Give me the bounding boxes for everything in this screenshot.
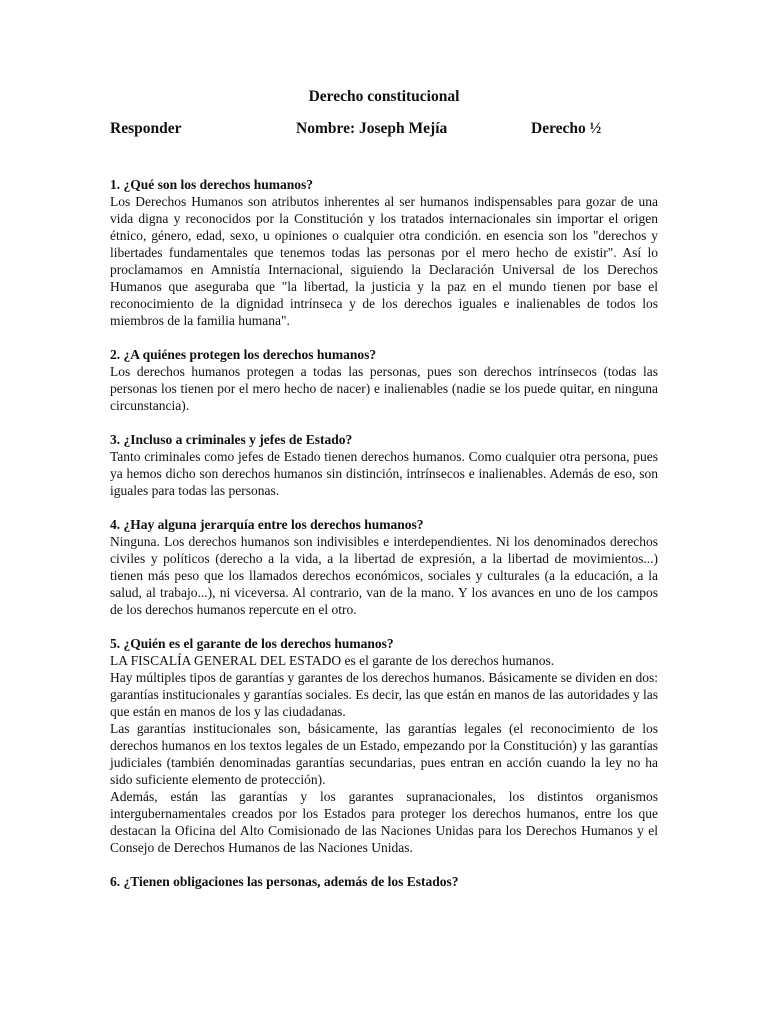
header-course: Derecho ½ [531, 120, 602, 137]
question-section-1 [110, 176, 658, 329]
question-heading: 4. ¿Hay alguna jerarquía entre los derechos humanos? [110, 517, 424, 532]
question-heading: 2. ¿A quiénes protegen los derechos humanos? [110, 347, 377, 362]
answer-paragraph: Además, están las garantías y los garantes supranacionales, los distintos organismos intergubernamentales creados por los Estados para proteger los derechos humanos, entre los que destacan la Oficina del Alto Comisionado de las Naciones Unidas para los Derechos Humanos y el Consejo de Derechos Humanos de las Naciones Unidas. [110, 789, 658, 855]
answer-paragraph: Las garantías institucionales son, básicamente, las garantías legales (el reconocimiento de los derechos humanos en los textos legales de un Estado, empezando por la Constitución) y las garantías judiciales (también denominadas garantías secundarias, pues entran en acción cuando la ley no ha sido suficiente elemento de protección). [110, 721, 658, 787]
answer-paragraph: LA FISCALÍA GENERAL DEL ESTADO es el garante de los derechos humanos. [110, 653, 555, 668]
header-respond-label: Responder [110, 120, 182, 137]
question-heading: 5. ¿Quién es el garante de los derechos humanos? [110, 636, 394, 651]
question-section-3 [110, 431, 658, 499]
question-section-2 [110, 346, 658, 414]
question-heading: 1. ¿Qué son los derechos humanos? [110, 177, 314, 192]
answer-paragraph: Los Derechos Humanos son atributos inherentes al ser humanos indispensables para gozar de una vida digna y reconocidos por la Constitución y los tratados internacionales sin importar el origen étnico, género, edad, sexo, u opiniones o cualquier otra condición. en esencia son los "derechos y libertades fundamentales que tenemos todas las personas por el mero hecho de existir". Así lo proclamamos en Amnistía Internacional, siguiendo la Declaración Universal de los Derechos Humanos que aseguraba que "la libertad, la justicia y la paz en el mundo tienen por base el reconocimiento de la dignidad intrínseca y de los derechos iguales e inalienables de todos los miembros de la familia humana". [110, 194, 658, 328]
answer-paragraph: Hay múltiples tipos de garantías y garantes de los derechos humanos. Básicamente se dividen en dos: garantías institucionales y garantías sociales. Es decir, las que están en manos de las autoridades y las que están en manos de los y las ciudadanas. [110, 670, 658, 719]
question-heading: 3. ¿Incluso a criminales y jefes de Estado? [110, 432, 353, 447]
document-body [110, 176, 658, 907]
answer-paragraph: Tanto criminales como jefes de Estado tienen derechos humanos. Como cualquier otra persona, pues ya hemos dicho son derechos humanos sin distinción, intrínsecos e inalienables. Además de eso, son iguales para todas las personas. [110, 449, 658, 498]
document-title: Derecho constitucional [308, 88, 460, 105]
question-section-5 [110, 635, 658, 856]
question-section-4 [110, 516, 658, 618]
answer-paragraph: Los derechos humanos protegen a todas las personas, pues son derechos intrínsecos (todas las personas los tienen por el mero hecho de nacer) e inalienables (nadie se los puede quitar, en ninguna circunstancia). [110, 364, 658, 413]
question-heading: 6. ¿Tienen obligaciones las personas, además de los Estados? [110, 874, 459, 889]
header-student-name: Nombre: Joseph Mejía [296, 120, 448, 137]
question-section-6 [110, 873, 658, 890]
answer-paragraph: Ninguna. Los derechos humanos son indivisibles e interdependientes. Ni los denominados derechos civiles y políticos (derecho a la vida, a la libertad de expresión, a la libertad de movimientos...) tienen más peso que los llamados derechos económicos, sociales y culturales (a la educación, a la salud, al trabajo...), ni viceversa. Al contrario, van de la mano. Y los avances en uno de los campos de los derechos humanos repercute en el otro. [110, 534, 658, 617]
